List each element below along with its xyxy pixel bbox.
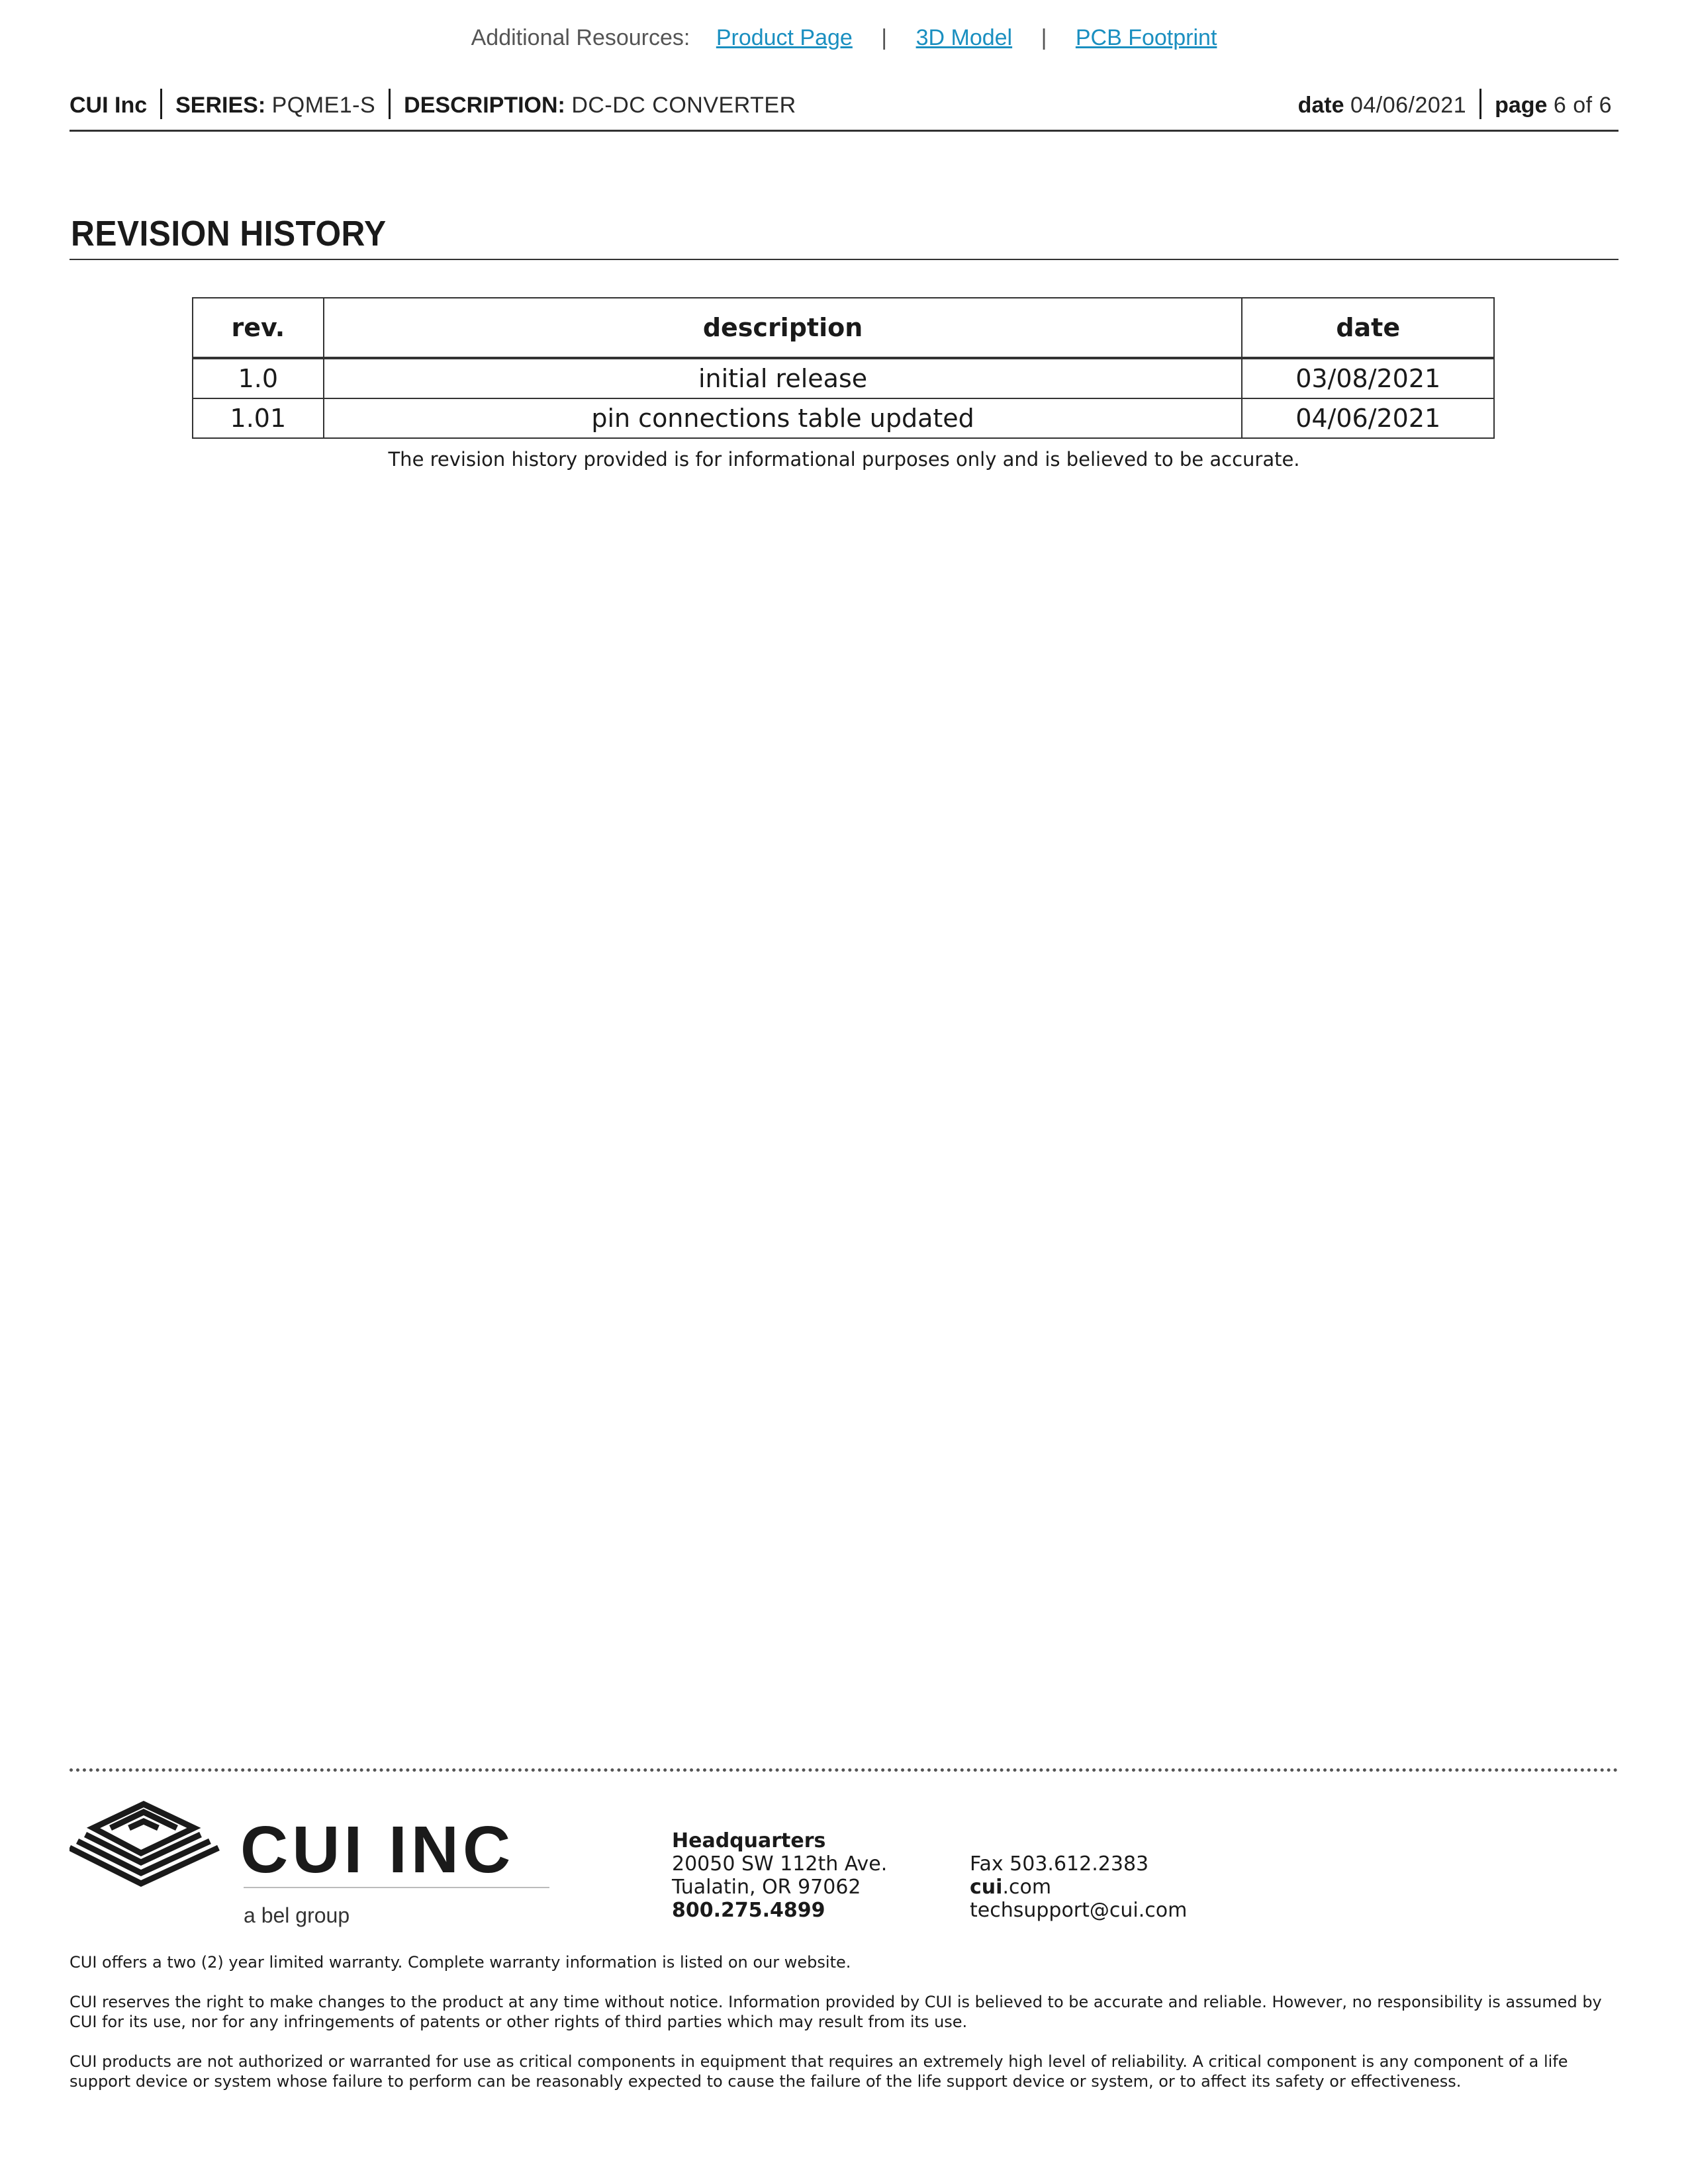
- additional-resources: [0, 25, 1688, 51]
- table-note: The revision history provided is for informational purposes only and is believed to be accurate.: [388, 448, 1300, 471]
- company-name: CUI Inc: [70, 93, 148, 118]
- hq-city: Tualatin, OR 97062: [672, 1876, 861, 1899]
- headquarters-block: [672, 1829, 887, 1922]
- description-cell: pin connections table updated: [324, 398, 1243, 438]
- page-label: page: [1495, 93, 1548, 118]
- date-label: date: [1297, 93, 1344, 118]
- support-email[interactable]: techsupport@cui.com: [970, 1899, 1188, 1922]
- date-cell: 04/06/2021: [1242, 398, 1494, 438]
- table-header-row: [193, 298, 1494, 358]
- website-bold: cui: [970, 1876, 1003, 1899]
- header-divider: [389, 89, 391, 119]
- series-value: PQME1-S: [271, 93, 376, 118]
- revision-table: [192, 297, 1495, 439]
- website-rest: .com: [1002, 1876, 1052, 1899]
- fax-number: Fax 503.612.2383: [970, 1852, 1149, 1876]
- description-label: DESCRIPTION:: [404, 93, 565, 118]
- hq-street: 20050 SW 112th Ave.: [672, 1852, 888, 1876]
- description-value: DC-DC CONVERTER: [571, 93, 796, 118]
- document-header: [70, 89, 1618, 122]
- website[interactable]: [970, 1876, 1187, 1899]
- link-separator: |: [881, 25, 888, 50]
- contact-block: [970, 1852, 1187, 1922]
- table-row: [193, 398, 1494, 438]
- logo-wordmark: CUI INC: [240, 1813, 515, 1887]
- column-header-description: description: [324, 298, 1243, 358]
- page-value: 6 of 6: [1553, 93, 1612, 118]
- footer-dotted-rule: [70, 1768, 1618, 1772]
- warranty-text: CUI offers a two (2) year limited warranty. Complete warranty information is listed on our website.: [70, 1953, 851, 1972]
- column-header-rev: rev.: [193, 298, 324, 358]
- rev-cell: 1.0: [193, 358, 324, 398]
- header-divider: [160, 89, 162, 119]
- disclaimer-text: CUI reserves the right to make changes to the product at any time without notice. Information provided by CUI is believed to be accurate and reliable. However, no responsibility is assumed by CUI for its use, nor for any infringements of patents or other rights of third parties which may result from its use.: [70, 1993, 1602, 2031]
- hq-phone: 800.275.4899: [672, 1899, 825, 1922]
- column-header-date: date: [1242, 298, 1494, 358]
- section-title: REVISION HISTORY: [71, 214, 387, 253]
- link-separator: |: [1041, 25, 1047, 50]
- 3d-model-link[interactable]: 3D Model: [915, 25, 1013, 50]
- table-row: [193, 358, 1494, 398]
- hq-title: Headquarters: [672, 1829, 826, 1852]
- section-rule: [70, 259, 1618, 260]
- product-page-link[interactable]: Product Page: [716, 25, 853, 50]
- date-cell: 03/08/2021: [1242, 358, 1494, 398]
- rev-cell: 1.01: [193, 398, 324, 438]
- series-label: SERIES:: [175, 93, 266, 118]
- resources-label: Additional Resources:: [471, 25, 690, 50]
- header-divider: [1479, 89, 1481, 119]
- date-value: 04/06/2021: [1350, 93, 1467, 118]
- header-rule: [70, 130, 1618, 132]
- logo-subtext: a bel group: [244, 1903, 350, 1927]
- cui-logo-mark-icon: [70, 1804, 218, 1884]
- description-cell: initial release: [324, 358, 1243, 398]
- pcb-footprint-link[interactable]: PCB Footprint: [1075, 25, 1217, 50]
- critical-use-text: CUI products are not authorized or warranted for use as critical components in equipment that requires an extremely high level of reliability. A critical component is any component of a life support device or system whose failure to perform can be reasonably expected to cause the failure of the life support device or system, or to affect its safety or effectiveness.: [70, 2052, 1568, 2091]
